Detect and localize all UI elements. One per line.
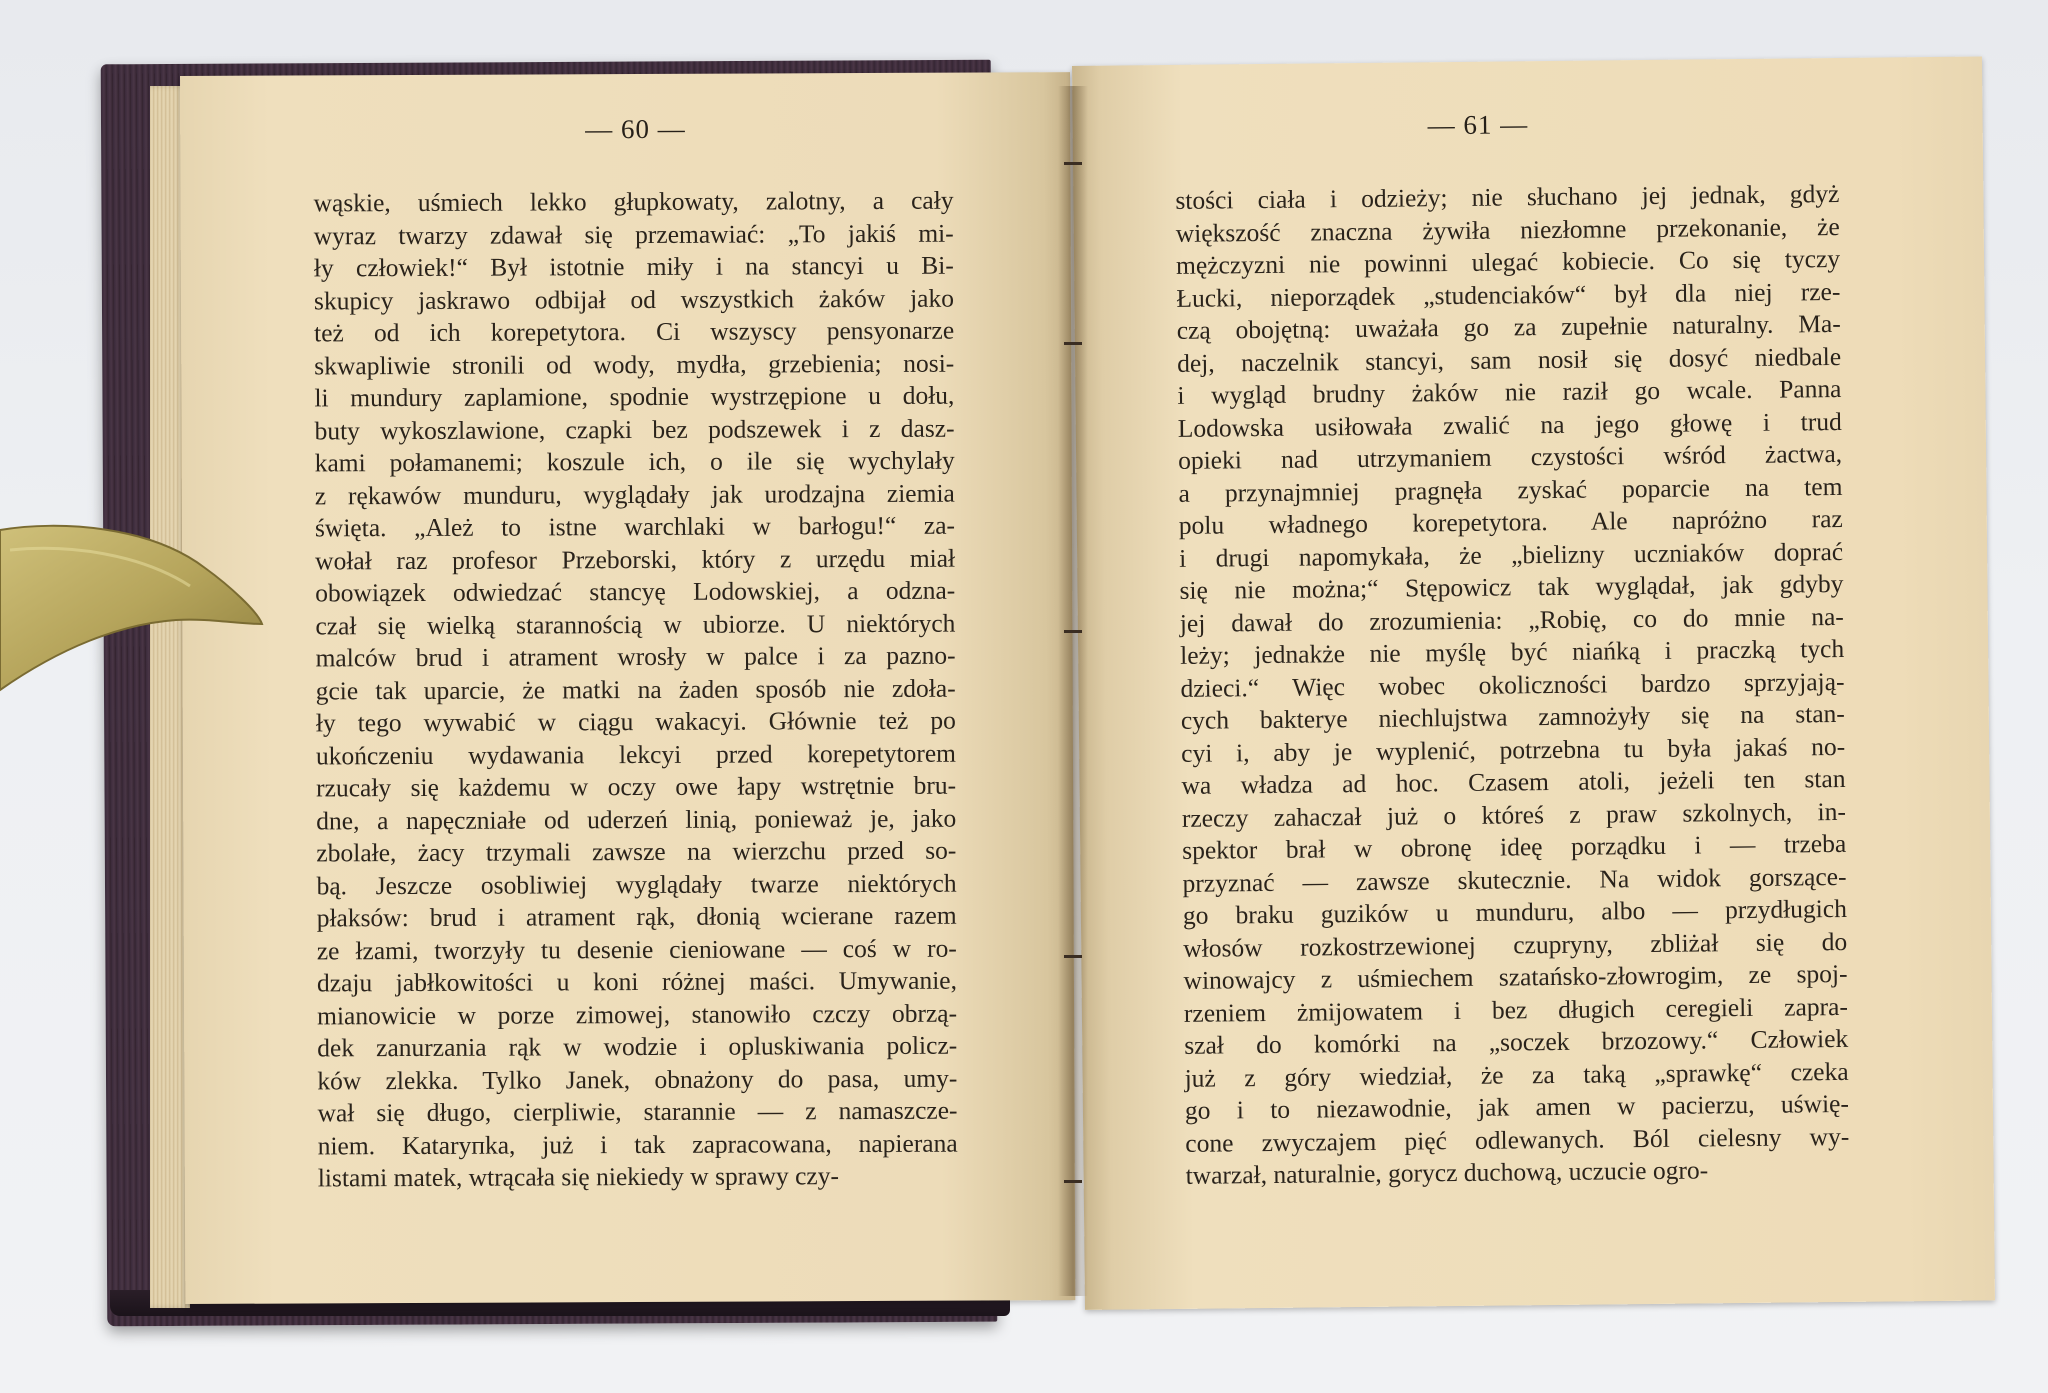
text-line: cych bakterye niechlujstwa zamnożyły się na stan- [1180, 698, 1845, 735]
text-line: skwapliwie stronili od wody, mydła, grzebienia; nosi- [314, 348, 955, 380]
text-line: gcie tak uparcie, że matki na żaden sposób nie zdoła- [315, 673, 956, 705]
text-line: go braku guzików u munduru, albo — przydługich [1182, 893, 1848, 930]
text-line: i wygląd brudny żaków nie raził go wcale. Panna [1177, 373, 1842, 410]
text-line: i drugi napomykała, że „bielizny uczniaków doprać [1179, 536, 1844, 573]
text-line: z rękawów munduru, wyglądały jak urodzajna ziemia [314, 478, 955, 510]
text-line: dej, naczelnik stancyi, sam nosił się dosyć niedbale [1176, 341, 1842, 378]
text-line: zbolałe, żacy trzymali zawsze na wierzchu przed so- [316, 835, 957, 868]
text-line: już z góry wiedział, że za taką „sprawkę“ czeka [1184, 1056, 1849, 1093]
text-line: czał się wielką starannością w ubiorze. U niektórych [315, 608, 956, 640]
right-page [1072, 56, 1995, 1309]
text-line: bą. Jeszcze osobliwiej wyglądały twarze niektórych [316, 868, 957, 900]
text-line: cyi i, aby je wyplenić, potrzebna tu była jakaś no- [1181, 731, 1846, 768]
text-line: święta. „Ależ to istne warchlaki w barłogu!“ za- [314, 510, 956, 543]
text-line: wa władza ad hoc. Czasem atoli, jeżeli ten stan [1181, 763, 1846, 800]
text-line: włosów rozkostrzewionej czupryny, zbliżał się do [1183, 926, 1848, 963]
text-line: twarzał, naturalnie, gorycz duchową, uczucie ogro- [1185, 1155, 1709, 1190]
text-line: ze łzami, tworzyły tu desenie cieniowane — coś w ro- [316, 933, 957, 965]
brass-bookmark [0, 520, 270, 700]
text-line: Lodowska usiłowała zwalić na jego głowę i trud [1177, 406, 1842, 443]
text-line: dzaju jabłkowitości u koni różnej maści. Umywanie, [316, 965, 958, 998]
text-line: cone zwyczajem pięć odlewanych. Ból cielesny wy- [1185, 1121, 1850, 1158]
text-line: listami matek, wtrącała się niekiedy w sprawy czy- [317, 1161, 840, 1193]
text-line: dzieci.“ Więc wobec okoliczności bardzo sprzyjają- [1180, 666, 1845, 703]
text-line: płaksów: brud i atrament rąk, dłonią wcierane razem [316, 900, 957, 933]
text-line: kami połamanemi; koszule ich, o ile się wychylały [314, 445, 955, 478]
text-line: leży; jednakże nie myślę być niańką i praczką tych [1180, 633, 1845, 670]
binding-stitch [1064, 162, 1082, 165]
binding-stitch [1064, 342, 1082, 345]
text-line: ły człowiek!“ Był istotnie miły i na stancyi u Bi- [313, 250, 954, 283]
text-line: buty wykoszlawione, czapki bez podszewek i z dasz- [314, 413, 955, 445]
text-line: a przynajmniej pragnęła zyskać poparcie na tem [1178, 471, 1843, 508]
text-line: jej dawał do zrozumienia: „Robię, co do mnie na- [1179, 601, 1844, 638]
text-line: spektor brał w obronę ideę porządku i — trzeba [1182, 828, 1847, 865]
binding-stitch [1064, 630, 1082, 633]
text-line: niem. Kataryпka, już i tak zapracowana, napierana [317, 1128, 958, 1160]
text-line: przyznać — zawsze skutecznie. Na widok gorszące- [1182, 861, 1847, 898]
book-gutter [1058, 86, 1088, 1296]
text-line: dek zanurzania rąk w wodzie i opluskiwania policz- [317, 1030, 958, 1063]
text-line: rzeniem żmijowatem i bez długich ceregieli zapra- [1183, 991, 1849, 1028]
right-page-text [1175, 178, 1850, 1192]
right-page-number: — 61 — [1427, 109, 1529, 141]
text-line: malców brud i atrament wrosły w palce i za paznо- [315, 640, 956, 673]
text-line: skupicy jaskrawo odbijał od wszystkich żaków jako [313, 283, 955, 315]
left-page-text [313, 185, 957, 1195]
text-line: też od ich korepetytora. Ci wszyscy pensyonarze [314, 315, 955, 348]
text-line: się nie można;“ Stępowicz tak wyglądał, jak gdyby [1179, 568, 1844, 605]
text-line: li mundury zaplamione, spodnie wystrzępione u dołu, [314, 380, 955, 413]
text-line: winowajcy z uśmiechem szatańsko-złowrogim, ze spoj- [1183, 958, 1848, 995]
text-line: ły tego wywabić w ciągu wakacyi. Głównie też po [315, 705, 956, 738]
text-line: rzucały się każdemu w oczy owe łapy wstrętnie bru- [316, 770, 957, 803]
text-line: wołał raz profesor Przeborski, który z urzędu miał [315, 543, 956, 575]
text-line: opieki nad utrzymaniem czystości wśród żactwa, [1177, 438, 1843, 475]
text-line: Łucki, nieporządek „studenciaków“ był dla niej rze- [1176, 276, 1841, 313]
text-line: polu władnego korepetytora. Ale napróżno raz [1178, 503, 1843, 540]
text-line: wał się długo, cierpliwie, starannie — z namaszcze- [317, 1095, 958, 1128]
text-line: obowiązek odwiedzać stancyę Lodowskiej, a odzna- [315, 575, 956, 608]
text-line: mężczyzni nie powinni ulegać kobiecie. Co się tyczy [1175, 243, 1841, 280]
left-page-number: — 60 — [585, 113, 686, 145]
text-line: ukończeniu wydawania lekcyi przed korepetytorem [315, 738, 957, 770]
text-line: wyraz twarzy zdawał się przemawiać: „To jakiś mi- [313, 218, 954, 250]
binding-stitch [1064, 1180, 1082, 1183]
text-line: większość znaczna żywiła niezłomne przekonanie, że [1175, 211, 1840, 248]
text-line: rzeczy zahaczał już o któreś z praw szkolnych, in- [1181, 796, 1846, 833]
text-line: go i to niezawodnie, jak amen w pacierzu, uświę- [1184, 1088, 1850, 1125]
text-line: szał do komórki na „soczek brzozowy.“ Człowiek [1184, 1023, 1849, 1060]
text-line: wąskie, uśmiech lekko głupkowaty, zalotny, a cały [313, 185, 954, 218]
left-page [180, 72, 1075, 1304]
text-line: mianowicie w porze zimowej, stanowiło czczy obrzą- [317, 998, 958, 1030]
binding-stitch [1064, 955, 1082, 958]
text-line: czą obojętną: uważała go za zupełnie naturalny. Ma- [1176, 308, 1841, 345]
text-line: ków zlekka. Tylko Janek, obnażony do pasa, umy- [317, 1063, 958, 1095]
text-line: dne, a napęczniałe od uderzeń linią, ponieważ je, jako [316, 803, 957, 835]
text-line: stości ciała i odzieży; nie słuchano jej jednak, gdyż [1175, 178, 1840, 215]
